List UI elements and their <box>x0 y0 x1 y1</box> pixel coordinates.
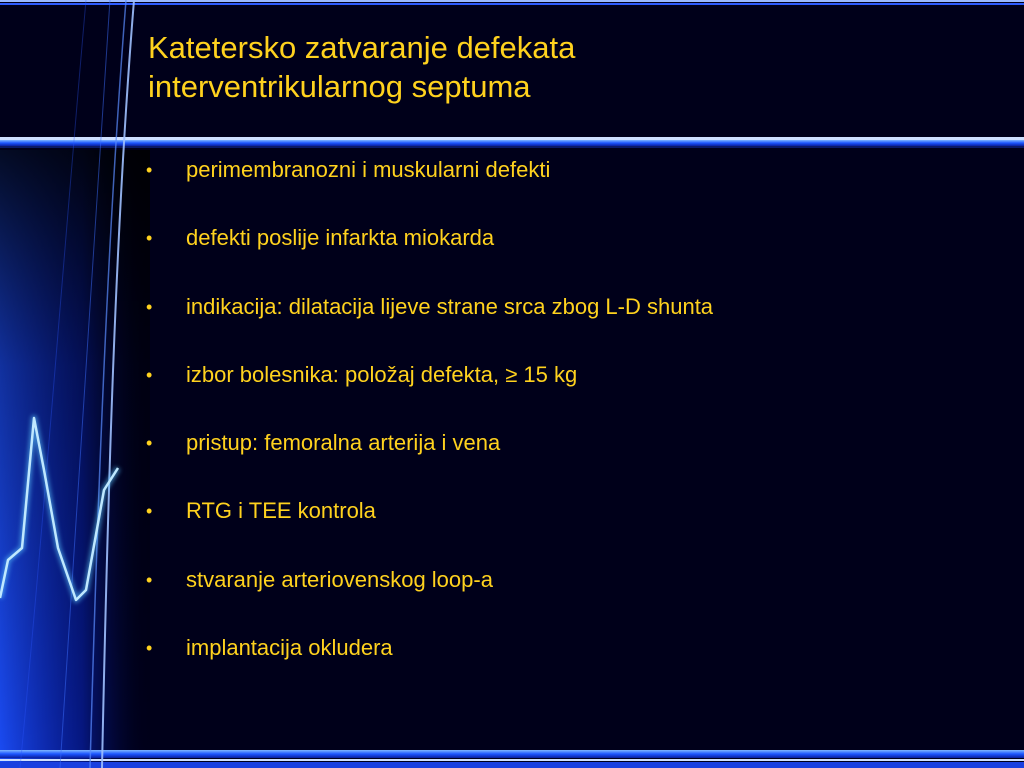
bullet-item <box>142 493 1002 561</box>
bullet-item <box>142 562 1002 630</box>
bullet-text: defekti poslije infarkta miokarda <box>186 225 495 251</box>
bullet-item <box>142 220 1002 288</box>
bullet-text: perimembranozni i muskularni defekti <box>186 157 551 182</box>
bullet-list <box>142 152 1002 698</box>
bullet-text: stvaranje arteriovenskog loop-a <box>186 566 493 592</box>
bullet-text: implantacija okludera <box>186 635 393 661</box>
bullet-marker: • <box>146 228 153 249</box>
bottom-band <box>0 750 1024 758</box>
bullet-marker: • <box>146 501 153 522</box>
bullet-marker: • <box>146 638 153 659</box>
bullet-marker: • <box>146 569 153 590</box>
top-band-thin <box>0 0 1024 2</box>
bullet-item <box>142 357 1002 425</box>
bullet-item <box>142 152 1002 220</box>
slide-title-line-2: interventrikularnog septuma <box>148 69 531 104</box>
bullet-marker: • <box>146 160 153 180</box>
bullet-marker: • <box>146 433 153 454</box>
bullet-text: RTG i TEE kontrola <box>186 498 376 524</box>
bullet-marker: • <box>146 364 153 385</box>
bullet-marker: • <box>146 296 153 317</box>
bullet-item <box>142 289 1002 357</box>
bullet-item <box>142 425 1002 493</box>
slide-title <box>148 28 1008 106</box>
bullet-item <box>142 630 1002 698</box>
slide-title-line-1: Katetersko zatvaranje defekata <box>148 30 576 65</box>
bullet-text: pristup: femoralna arterija i vena <box>186 430 501 456</box>
bullet-text: indikacija: dilatacija lijeve strane srca zbog L-D shunta <box>186 293 714 319</box>
title-divider <box>0 137 1024 140</box>
bullet-text: izbor bolesnika: položaj defekta, ≥ 15 kg <box>186 361 578 387</box>
